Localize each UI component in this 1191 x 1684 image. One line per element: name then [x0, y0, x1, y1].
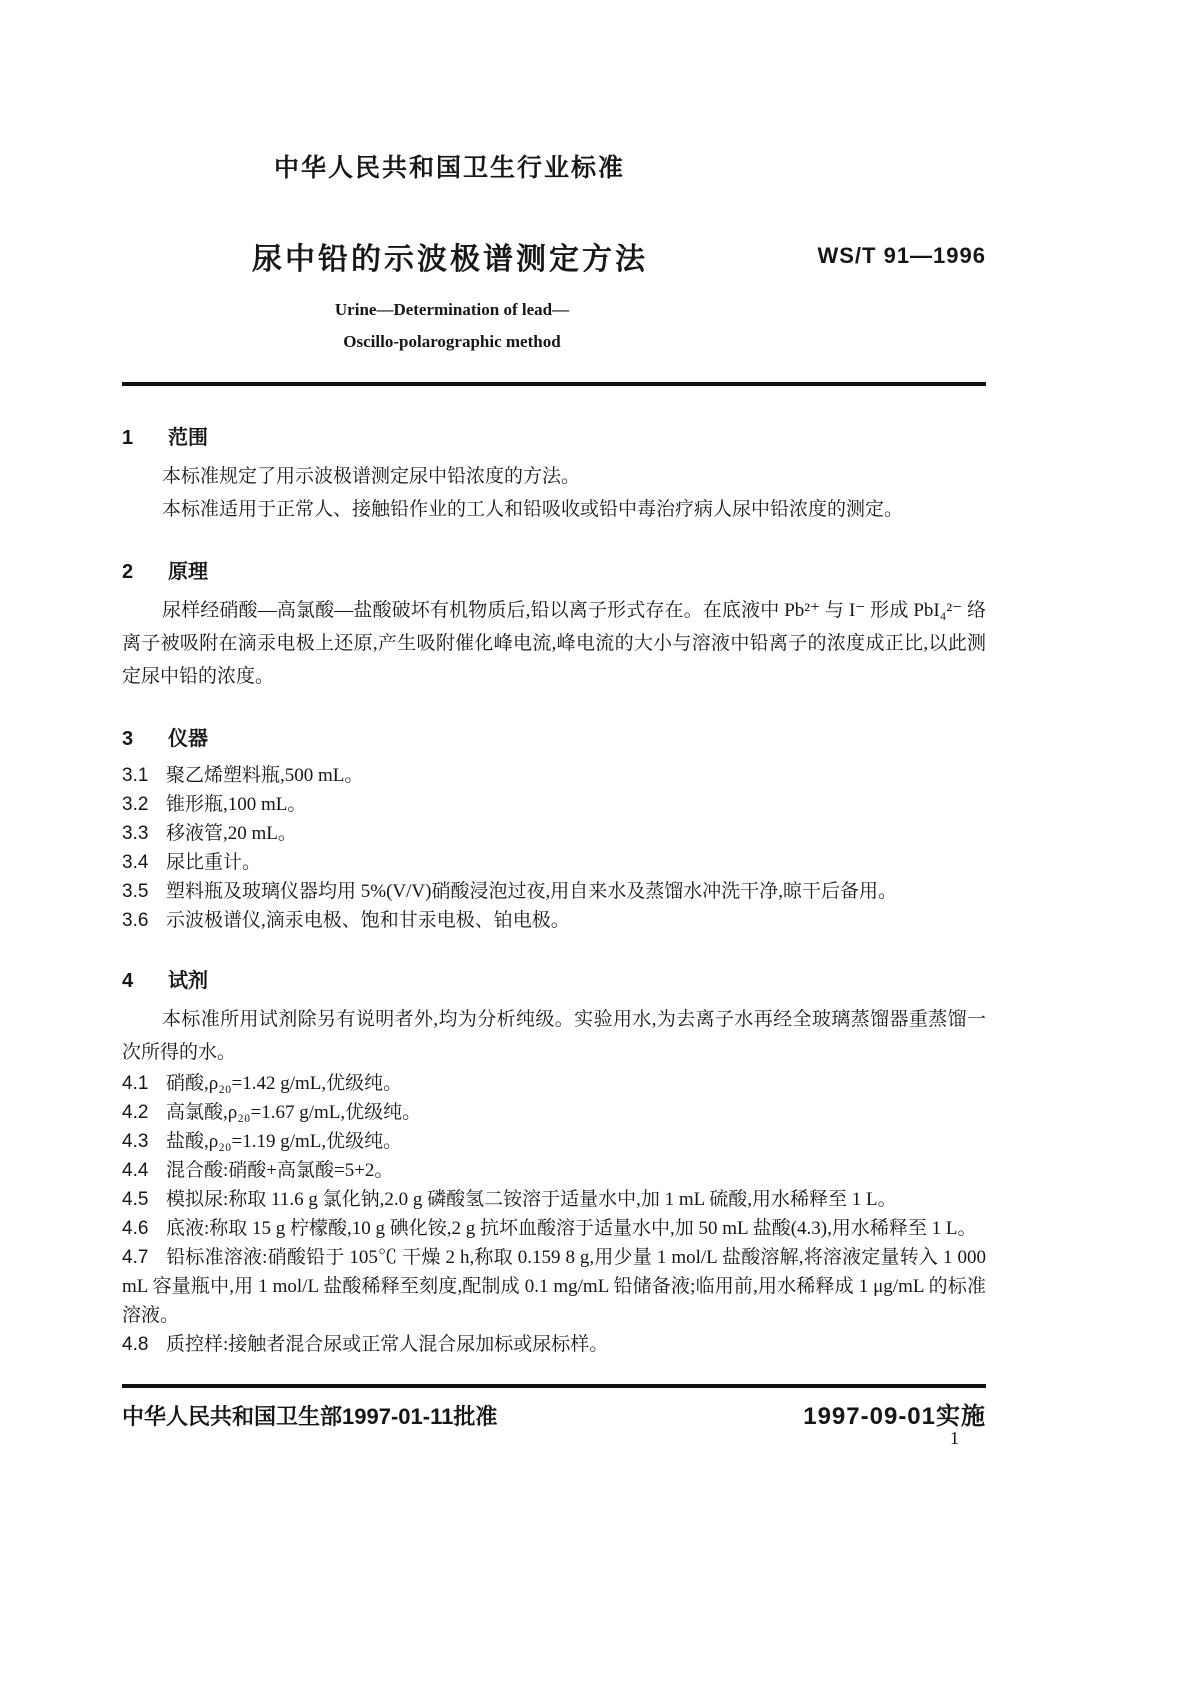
- document-title: 尿中铅的示波极谱测定方法: [252, 243, 648, 276]
- section-1-title: 范围: [168, 427, 208, 449]
- clause-number: 4.4: [122, 1160, 149, 1181]
- header-divider: [122, 382, 986, 386]
- clause-text: 移液管,20 mL。: [166, 823, 297, 844]
- clause-number: 4.2: [122, 1102, 149, 1123]
- clause-number: 3.1: [122, 765, 149, 786]
- clause-number: 3.3: [122, 823, 149, 844]
- implementation-date: 1997-09-01实施: [803, 1403, 986, 1430]
- section-3: [122, 727, 986, 935]
- clause-text: 模拟尿:称取 11.6 g 氯化钠,2.0 g 磷酸氢二铵溶于适量水中,加 1 mL 硫酸,用水稀释至 1 L。: [166, 1189, 897, 1210]
- page-number: 1: [950, 1428, 959, 1448]
- clause-number: 4.5: [122, 1189, 149, 1210]
- section-3-heading: [122, 727, 986, 751]
- clause-3-6: [122, 906, 986, 935]
- clause-4-2: [122, 1098, 986, 1127]
- clause-text: 铅标准溶液:硝酸铅于 105℃ 干燥 2 h,称取 0.159 8 g,用少量 1 mol/L 盐酸溶解,将溶液定量转入 1 000 mL 容量瓶中,用 1 mol/L 盐酸稀释至刻度,配制成 0.1 mg/mL 铅储备液;临用前,用水稀释成 1 μg/mL 的标准溶液。: [122, 1247, 986, 1326]
- standard-category-label: 中华人民共和国卫生行业标准: [274, 154, 626, 182]
- clause-text: 高氯酸,ρ₂₀=1.67 g/mL,优级纯。: [166, 1102, 422, 1123]
- clause-number: 4.8: [122, 1334, 149, 1355]
- clause-3-3: [122, 819, 986, 848]
- section-3-number: 3: [122, 728, 134, 750]
- clause-number: 3.6: [122, 910, 149, 931]
- footer: [122, 1396, 986, 1431]
- clause-text: 底液:称取 15 g 柠檬酸,10 g 碘化铵,2 g 抗坏血酸溶于适量水中,加 50 mL 盐酸(4.3),用水稀释至 1 L。: [166, 1218, 977, 1239]
- clause-4-4: [122, 1156, 986, 1185]
- clause-number: 4.7: [122, 1247, 149, 1268]
- section-3-title: 仪器: [168, 728, 208, 750]
- section-4: [122, 969, 986, 1359]
- section-4-heading: [122, 969, 986, 993]
- clause-text: 盐酸,ρ₂₀=1.19 g/mL,优级纯。: [166, 1131, 403, 1152]
- clause-4-6: [122, 1214, 986, 1243]
- section-4-number: 4: [122, 970, 134, 992]
- clause-4-7: [122, 1243, 986, 1330]
- clause-3-4: [122, 848, 986, 877]
- section-2-number: 2: [122, 561, 134, 583]
- clause-4-8: [122, 1330, 986, 1359]
- paragraph: 本标准适用于正常人、接触铅作业的工人和铅吸收或铅中毒治疗病人尿中铅浓度的测定。: [162, 499, 904, 520]
- clause-3-1: [122, 761, 986, 790]
- clause-4-1: [122, 1069, 986, 1098]
- clause-number: 4.6: [122, 1218, 149, 1239]
- clause-number: 3.2: [122, 794, 149, 815]
- clause-text: 尿比重计。: [166, 852, 262, 873]
- clause-text: 硝酸,ρ₂₀=1.42 g/mL,优级纯。: [166, 1073, 403, 1094]
- clause-number: 4.3: [122, 1131, 149, 1152]
- section-1: [122, 426, 986, 526]
- clause-4-5: [122, 1185, 986, 1214]
- section-1-number: 1: [122, 427, 134, 449]
- paragraph: 尿样经硝酸—高氯酸—盐酸破坏有机物质后,铅以离子形式存在。在底液中 Pb²⁺ 与 I⁻ 形成 PbI₄²⁻ 络离子被吸附在滴汞电极上还原,产生吸附催化峰电流,峰电流的大小与溶液中铅离子的浓度成正比,以此测定尿中铅的浓度。: [122, 600, 986, 687]
- paragraph: 本标准所用试剂除另有说明者外,均为分析纯级。实验用水,为去离子水再经全玻璃蒸馏器重蒸馏一次所得的水。: [122, 1009, 986, 1063]
- english-title-line1: Urine—Determination of lead—: [334, 300, 570, 319]
- english-title-line2: Oscillo-polarographic method: [343, 332, 561, 351]
- clause-text: 质控样:接触者混合尿或正常人混合尿加标或尿标样。: [166, 1334, 609, 1355]
- section-2-title: 原理: [168, 561, 208, 583]
- section-4-title: 试剂: [168, 970, 208, 992]
- clause-number: 3.4: [122, 852, 149, 873]
- footer-divider: [122, 1384, 986, 1388]
- clause-4-3: [122, 1127, 986, 1156]
- clause-text: 混合酸:硝酸+高氯酸=5+2。: [166, 1160, 394, 1181]
- clause-number: 3.5: [122, 881, 149, 902]
- document-content: [122, 0, 986, 1359]
- approval-note: 中华人民共和国卫生部1997-01-11批准: [122, 1404, 498, 1429]
- clause-text: 锥形瓶,100 mL。: [166, 794, 307, 815]
- clause-text: 聚乙烯塑料瓶,500 mL。: [166, 765, 364, 786]
- clause-number: 4.1: [122, 1073, 149, 1094]
- section-1-heading: [122, 426, 986, 450]
- clause-3-5: [122, 877, 986, 906]
- standard-number: WS/T 91—1996: [817, 243, 986, 268]
- clause-text: 塑料瓶及玻璃仪器均用 5%(V/V)硝酸浸泡过夜,用自来水及蒸馏水冲洗干净,晾干后备用。: [166, 881, 897, 902]
- clause-3-2: [122, 790, 986, 819]
- english-title: [122, 294, 782, 358]
- title-row: [122, 234, 986, 278]
- clause-text: 示波极谱仪,滴汞电极、饱和甘汞电极、铂电极。: [166, 910, 570, 931]
- paragraph: 本标准规定了用示波极谱测定尿中铅浓度的方法。: [162, 466, 581, 487]
- section-2: [122, 560, 986, 693]
- section-2-heading: [122, 560, 986, 584]
